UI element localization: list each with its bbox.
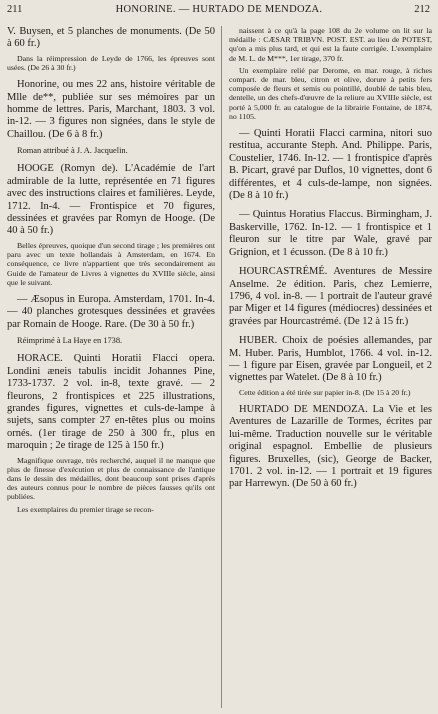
- note-leyde: Dans la réimpression de Leyde de 1766, les épreuves sont usées. (De 26 à 30 fr.): [7, 53, 215, 73]
- right-column: [229, 26, 432, 491]
- left-column: [7, 26, 215, 514]
- note-horace-3: naissent à ce qu'à la page 108 du 2e volume on lit sur la médaille : CÆSAR TRIBVN. POST. EST. au lieu de POTEST, qu'on a mis plus tard, et qui est la faute corrigée. L'exemplaire de M. L. de M***, 1er tirage, 370 fr.: [229, 26, 432, 63]
- running-title: HONORINE. — HURTADO DE MENDOZA.: [115, 4, 323, 15]
- entry-hourcastreme: HOURCASTRÉMÉ. Aventures de Messire Anselme. 2e édition. Paris, chez Lemierre, 1796, 4 vol. in-8. — 1 portrait de l'auteur gravé par Miger et 14 figures (médiocres) dessinées et gravées par Hourcastrémé. (De 12 à 15 fr.): [229, 266, 432, 327]
- entry-hurtado: HURTADO DE MENDOZA. La Vie et les Aventures de Lazarille de Tormes, écrites par lui-même. Traduction nouvelle sur le véritable original espagnol. Embellie de plusieurs figures. Bruxelles, (sic), George de Backer, 1701. 2 vol. in-12. — 1 portrait et 19 figures par Harrewyn. (De 50 à 60 fr.): [229, 403, 432, 490]
- note-horace-1: Magnifique ouvrage, très recherché, auquel il ne manque que plus de finesse d'exécution et plus de connaissance de l'antique dans le dessin des médailles, dont beaucoup sont prises d'après des auteurs connus pour le nombre de pièces fausses qu'ils ont publiées.: [7, 455, 215, 502]
- entry-horace-baskerville: — Quintus Horatius Flaccus. Birmingham, J. Baskerville, 1762. In-12. — 1 frontispice et 1 fleuron sur le titre par Wale, gravé par Grignion, et 1 écusson. (De 8 à 10 fr.): [229, 209, 432, 258]
- running-header: [0, 4, 438, 18]
- entry-horace-opera: HORACE. Quinti Horatii Flacci opera. Londini æneis tabulis incidit Johannes Pine, 1733-1737. 2 vol. in-8, texte gravé. — 2 fleurons, 2 frontispices et 225 illustrations, grandes figures, vignettes et culs-de-lampe à sujets, sans compter 27 en-têtes plus ou moins ornés. (1er tirage de 250 à 300 fr., plus en maroquin ; 2e tirage de 125 à 150 fr.): [7, 353, 215, 452]
- note-honorine: Roman attribué à J. A. Jacquelin.: [17, 146, 128, 156]
- column-divider: [221, 26, 222, 708]
- note-aesopus: Réimprimé à La Haye en 1738.: [17, 336, 123, 346]
- entry-aesopus: — Æsopus in Europa. Amsterdam, 1701. In-4. — 40 planches grotesques dessinées et gravées par Romain de Hooge. Rare. (De 30 à 50 fr.): [7, 293, 215, 330]
- entry-horace-carmina: — Quinti Horatii Flacci carmina, nitori suo restitua, accurante Steph. And. Philippe. Paris, Coustelier, 1746. In-12. — 1 frontispice d'après B. Picart, gravé par Duflos, 10 vignettes, dont 6 différentes, et 4 culs-de-lampe, non signées. (De 8 à 10 fr.): [229, 128, 432, 202]
- note-horace-2: Les exemplaires du premier tirage se recon-: [17, 504, 154, 514]
- note-huber: Cette édition a été tirée sur papier in-8. (De 15 à 20 fr.): [239, 387, 411, 397]
- note-derome: Un exemplaire relié par Derome, en mar. rouge, à riches compart. de mar. bleu, citron et olive, dorure à petits fers composée de fleurs et semis ou pointillé, doublé de tabis bleu, dentelle, un des chefs-d'œuvre de la reliure au XVIIIe siècle, est porté à 5,000 fr. au catalogue de la librairie Fontaine, de 1874, no 1105.: [229, 65, 432, 121]
- page-number-right: 212: [414, 4, 430, 15]
- entry-hooge-lutte: HOOGE (Romyn de). L'Académie de l'art admirable de la lutte, représentée en 71 figures avec des instructions claires et familières. Leyde, 1712. In-4. — Frontispice et 70 figures, dessinées et gravées par Romyn de Hooge. (De 40 à 50 fr.): [7, 163, 215, 237]
- entry-huber: HUBER. Choix de poésies allemandes, par M. Huber. Paris, Humblot, 1766. 4 vol. in-12. — 1 figure par Eisen, gravée par Longueil, et 2 vignettes par Watelet. (De 8 à 10 fr.): [229, 335, 432, 384]
- entry-honorine: Honorine, ou mes 22 ans, histoire véritable de Mlle de**, publiée sur ses mémoires par un homme de lettres. Paris, Marchant, 1803. 3 vol. in-12. — 3 figures non signées, dans le style de Chaillou. (De 6 à 8 fr.): [7, 79, 215, 140]
- note-hooge: Belles épreuves, quoique d'un second tirage ; les premières ont paru avec un texte hollandais à Amsterdam, en 1674. En conséquence, ce livre n'appartient que très secondairement au Guide de l'amateur de Livres à vignettes du XVIIIe siècle, ainsi que le suivant.: [7, 240, 215, 287]
- entry-buysen: V. Buysen, et 5 planches de monuments. (De 50 à 60 fr.): [7, 26, 215, 50]
- page-number-left: 211: [7, 4, 23, 15]
